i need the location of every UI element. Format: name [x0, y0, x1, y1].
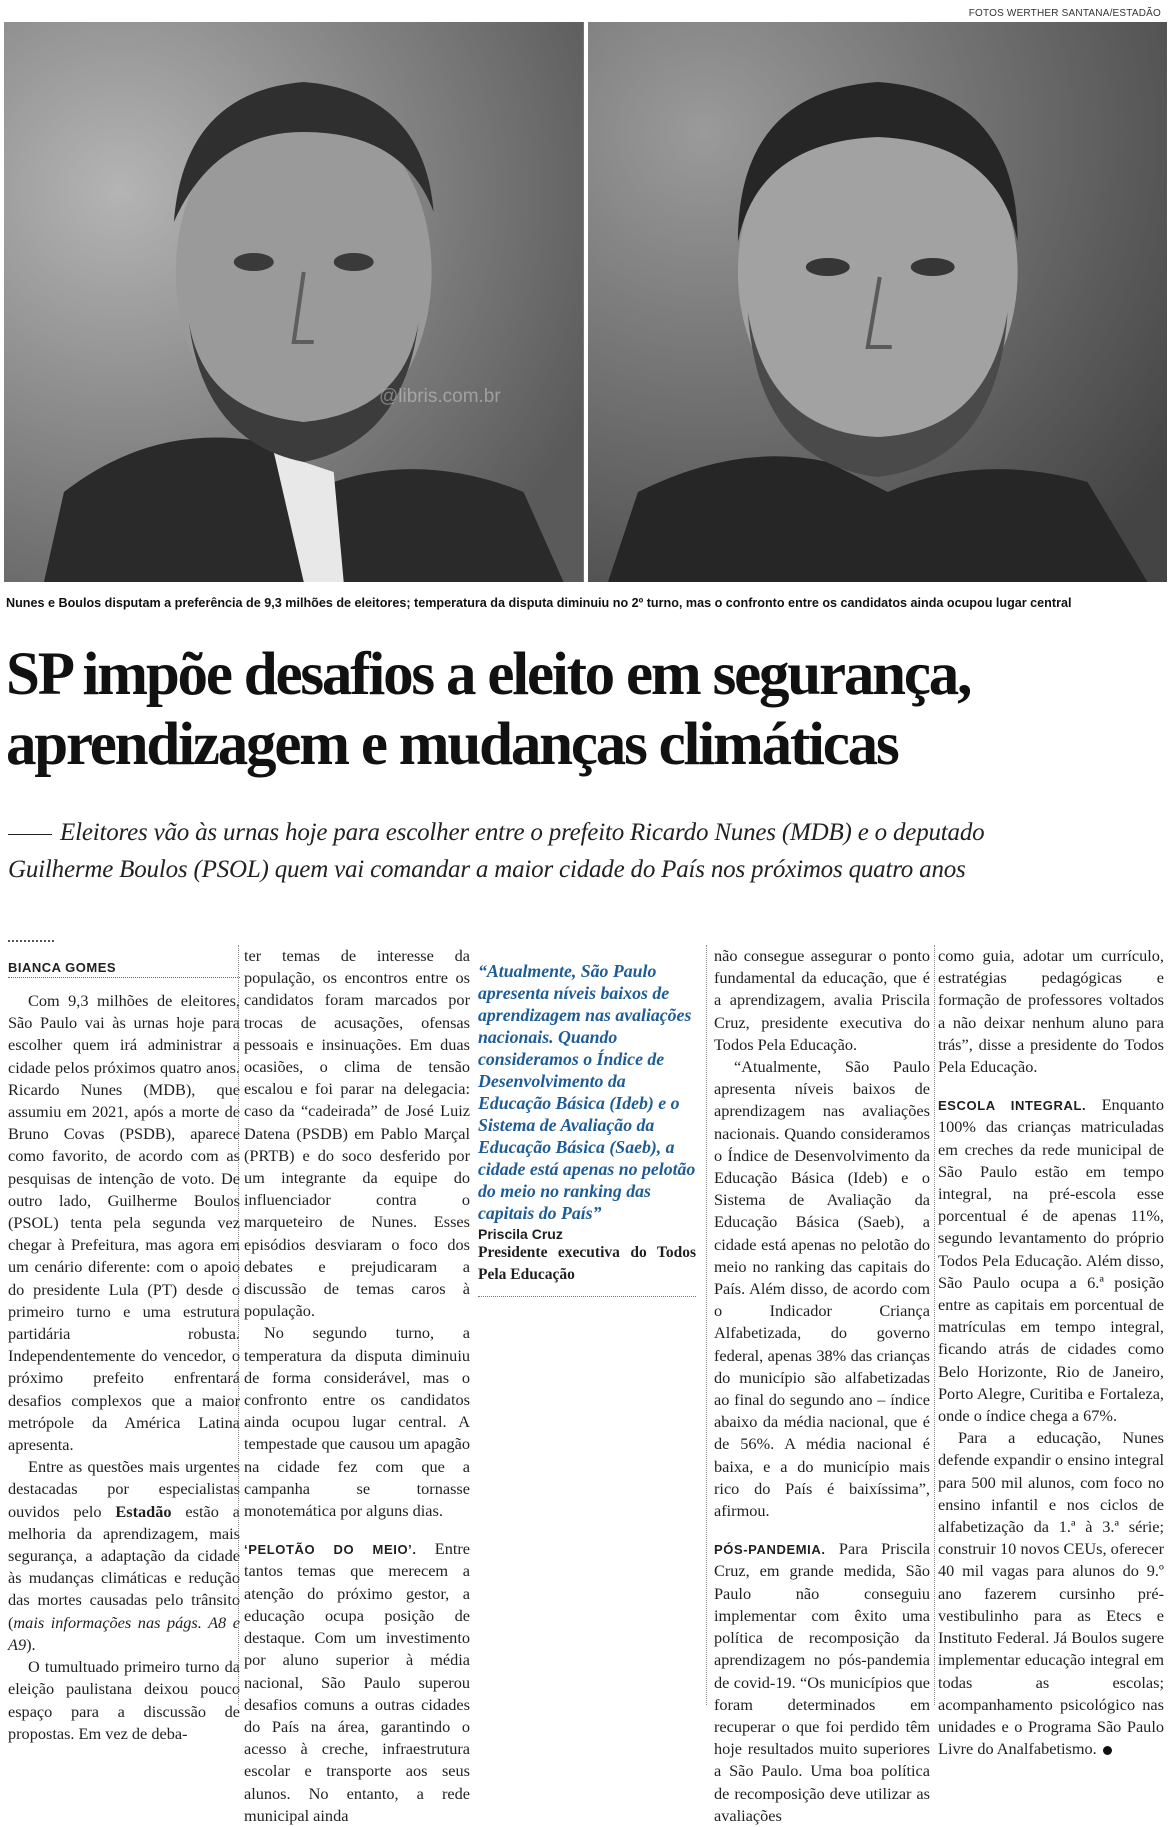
deck: [8, 814, 1168, 888]
paragraph: No segundo turno, a temperatura da disputa diminuiu de forma considerável, mas o confronto entre os candidatos ainda ocupou lugar central. A tempestade que causou um apagão na cidade fez com que a campanha se tornasse monotemática por alguns dias.: [244, 1323, 470, 1521]
headline-line-2: aprendizagem e mudanças climáticas: [6, 711, 898, 778]
watermark: @libris.com.br: [379, 386, 501, 407]
subhead-escola-integral: ESCOLA INTEGRAL.: [938, 1098, 1087, 1114]
column-1: [8, 940, 240, 1745]
quote-rule: [478, 1296, 696, 1297]
paragraph: ‘PELOTÃO DO MEIO’. Entre tantos temas que merecem a atenção do próximo gestor, a educação ocupa posição de destaque. Com um investimento por aluno superior à média nacional, São Paulo superou desafios comuns a outras cidades do País na área, garantindo o acesso à creche, infraestrutura escolar e transporte aos seus alunos. No entanto, a rede municipal ainda: [244, 1539, 471, 1825]
deck-line-2: Guilherme Boulos (PSOL) quem vai comandar a maior cidade do País nos próximos quatro anos: [8, 856, 966, 883]
quote-text: “Atualmente, São Paulo apresenta níveis baixos de aprendizagem nas avaliações nacionais. Quando consideramos o Índice de Desenvolvimento da Educação Básica (Ideb) e o Sistema de Avaliação da Educação Básica (Saeb), a cidade está apenas no pelotão do meio no ranking das capitais do País”: [478, 961, 696, 1223]
paragraph: ESCOLA INTEGRAL. Enquanto 100% das crianças matriculadas em creches da rede municipal de São Paulo estão em tempo integral, na pré-escola esse porcentual é de apenas 11%, segundo levantamento do próprio Todos Pela Educação. Além disso, São Paulo ocupa a 6.ª posição entre as capitais em porcentual de matrículas em tempo integral, ficando atrás de cidades como Belo Horizonte, Rio de Janeiro, Porto Alegre, Curitiba e Fortaleza, onde o índice chega a 67%.: [938, 1095, 1165, 1426]
column-divider: [934, 945, 935, 1705]
byline-rule: [8, 977, 240, 978]
subhead-pelotao: ‘PELOTÃO DO MEIO’.: [244, 1542, 417, 1558]
deck-line-1: Eleitores vão às urnas hoje para escolher entre o prefeito Ricardo Nunes (MDB) e o deputado: [60, 819, 985, 846]
photo-caption: Nunes e Boulos disputam a preferência de 9,3 milhões de eleitores; temperatura da disputa diminuiu no 2º turno, mas o confronto entre os candidatos ainda ocupou lugar central: [6, 596, 1072, 610]
photo-boulos: [588, 22, 1168, 582]
end-mark-icon: [1103, 1746, 1112, 1755]
byline-dots: [8, 940, 54, 942]
quote-author: Priscila Cruz: [478, 1226, 563, 1242]
portrait-boulos: [588, 22, 1168, 582]
column-divider: [238, 945, 239, 1705]
paragraph: como guia, adotar um currículo, estratégias pedagógicas e formação de professores voltados a não deixar nenhum aluno para trás”, disse a presidente do Todos Pela Educação.: [938, 946, 1164, 1077]
column-4: [714, 945, 930, 1827]
subhead-pos-pandemia: PÓS-PANDEMIA.: [714, 1542, 826, 1558]
column-divider: [706, 945, 707, 1705]
quote-role: Presidente executiva do Todos Pela Educação: [478, 1244, 696, 1283]
photo-credit: FOTOS WERTHER SANTANA/ESTADÃO: [968, 8, 1161, 19]
photo-nunes: [4, 22, 584, 582]
paragraph: Com 9,3 milhões de eleitores, São Paulo vai às urnas hoje para escolher quem irá administrar a cidade pelos próximos quatro anos. Ricardo Nunes (MDB), que assumiu em 2021, após a morte de Bruno Covas (PSDB), aparece como favorito, de acordo com as pesquisas de intenção de voto. De outro lado, Guilherme Boulos (PSOL) tenta pela segunda vez chegar à Prefeitura, mas agora em um cenário diferente: com o apoio do presidente Lula (PT) desde o primeiro turno e uma estrutura partidária robusta. Independentemente do vencedor, o próximo prefeito enfrentará desafios complexos que a maior metrópole da América Latina apresenta.: [8, 991, 240, 1455]
column-5: [938, 945, 1164, 1760]
paragraph: Para a educação, Nunes defende expandir o ensino integral para 500 mil alunos, com foco no ensino infantil e nos ciclos de alfabetização da 1.ª à 3.ª série; construir 10 novos CEUs, oferecer 40 mil vagas para alunos do 9.º ano fazerem cursinho pré-vestibulinho para as Etecs e Instituto Federal. Já Boulos sugere implementar educação integral em todas as escolas; acompanhamento psicológico nas unidades e o Programa São Paulo Livre do Analfabetismo.: [938, 1428, 1164, 1759]
column-2: [244, 945, 470, 1827]
paragraph: O tumultuado primeiro turno da eleição paulistana deixou pouco espaço para a discussão de propostas. Em vez de deba-: [8, 1657, 240, 1743]
pull-quote: [478, 960, 696, 1297]
portrait-nunes: [4, 22, 584, 582]
paragraph: PÓS-PANDEMIA. Para Priscila Cruz, em grande medida, São Paulo não conseguiu implementar com êxito uma política de recomposição da aprendizagem no pós-pandemia de covid-19. “Os municípios que foram determinados em recuperar o que foi perdido têm hoje resultados muito superiores a São Paulo. Uma boa política de recomposição deve utilizar as avaliações: [714, 1539, 930, 1825]
photo-row: [4, 22, 1167, 582]
byline: BIANCA GOMES: [8, 960, 117, 975]
paragraph: Entre as questões mais urgentes destacadas por especialistas ouvidos pelo Estadão estão a melhoria da aprendizagem, mais segurança, a adaptação da cidade às mudanças climáticas e redução das mortes causadas pelo trânsito (mais informações nas págs. A8 e A9).: [8, 1457, 240, 1654]
paragraph: “Atualmente, São Paulo apresenta níveis baixos de aprendizagem nas avaliações nacionais. Quando consideramos o Índice de Desenvolvimento da Educação Básica (Ideb) e o Sistema de Avaliação da Educação Básica (Saeb), a cidade está apenas no pelotão do meio no ranking das capitais do País. Além disso, de acordo com o Indicador Criança Alfabetizada, do governo federal, apenas 38% das crianças do município são alfabetizadas ao final do segundo ano – índice abaixo da média nacional, que é de 56%. A média nacional é baixa, e a do município mais rico do País é baixíssima”, afirmou.: [714, 1057, 930, 1521]
deck-dash: [8, 834, 52, 835]
paragraph: ter temas de interesse da população, os encontros entre os candidatos foram marcados por trocas de acusações, ofensas pessoais e insinuações. Em duas ocasiões, o clima de tensão escalou e foi parar na delegacia: caso da “cadeirada” de José Luiz Datena (PSDB) em Pablo Marçal (PRTB) e do soco desferido por um integrante da equipe do influenciador contra o marqueteiro de Nunes. Esses episódios desviaram o foco dos debates e prejudicaram a discussão de temas caros à população.: [244, 946, 470, 1321]
headline: [6, 640, 1166, 780]
paragraph: não consegue assegurar o ponto fundamental da educação, que é a aprendizagem, avalia Priscila Cruz, presidente executiva do Todos Pela Educação.: [714, 946, 930, 1054]
headline-line-1: SP impõe desafios a eleito em segurança,: [6, 641, 971, 708]
